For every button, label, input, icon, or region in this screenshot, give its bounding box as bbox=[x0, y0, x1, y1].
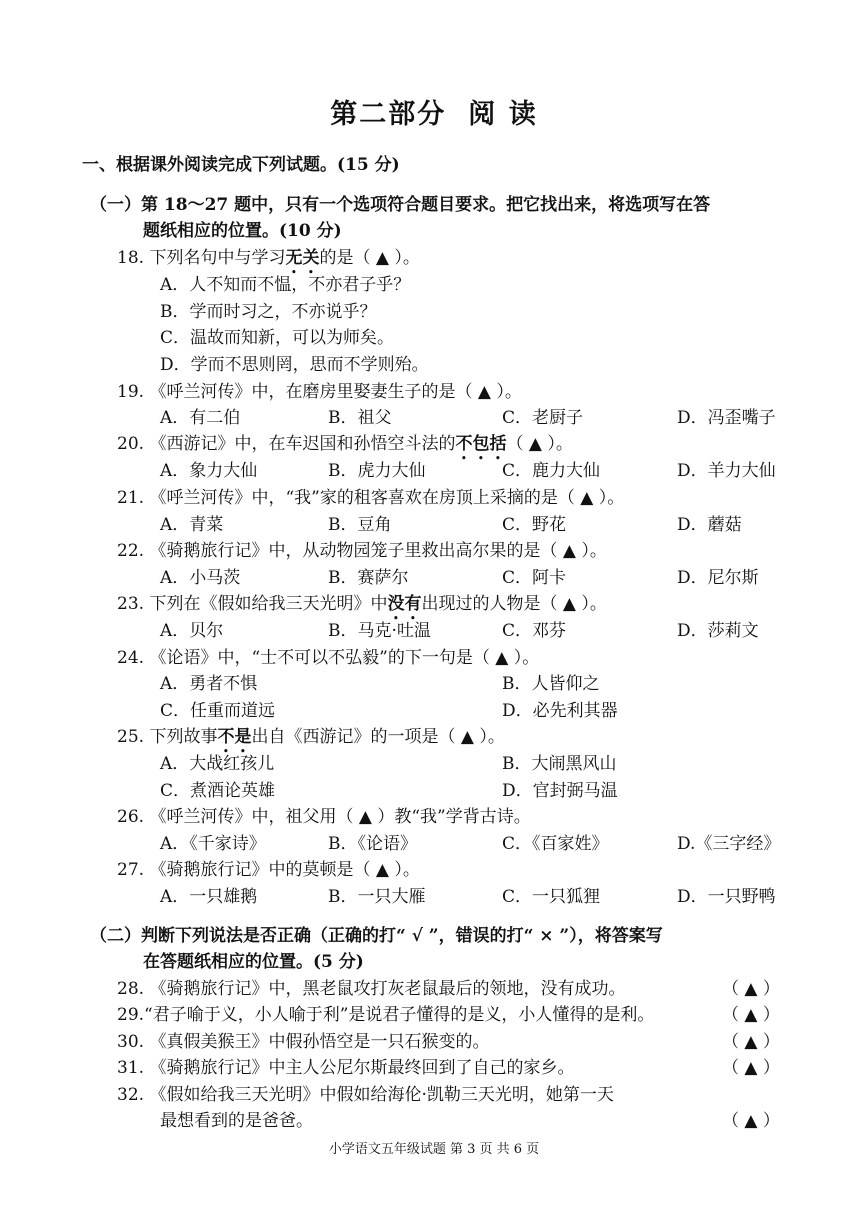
subsection-1-line1: （一）第 18～27 题中，只有一个选项符合题目要求。把它找出来，将选项写在答 bbox=[90, 195, 711, 215]
option: C．鹿力大仙 bbox=[502, 461, 601, 481]
option: B．《论语》 bbox=[328, 834, 417, 854]
answer-mark: （ ▲ ） bbox=[722, 1111, 780, 1131]
option: A．有二伯 bbox=[160, 408, 241, 428]
option: D．羊力大仙 bbox=[677, 461, 776, 481]
tf-item-30: 30. 《真假美猴王》中假孙悟空是一只石猴变的。 bbox=[117, 1032, 490, 1052]
answer-mark: （ ▲ ） bbox=[722, 979, 780, 999]
option: C．野花 bbox=[502, 515, 567, 535]
option: D．蘑菇 bbox=[677, 515, 742, 535]
page-footer: 小学语文五年级试题 第 3 页 共 6 页 bbox=[328, 1142, 540, 1157]
option: B．祖父 bbox=[328, 408, 392, 428]
option: B．人皆仰之 bbox=[502, 674, 600, 694]
emphasis: 不是 bbox=[217, 727, 252, 747]
option: B．一只大雁 bbox=[328, 887, 426, 907]
option: D．莎莉文 bbox=[677, 621, 759, 641]
option: A．象力大仙 bbox=[160, 461, 258, 481]
option: B．赛萨尔 bbox=[328, 568, 409, 588]
tf-item-32-line2: 最想看到的是爸爸。 bbox=[160, 1111, 313, 1131]
tf-item-29: 29.“君子喻于义，小人喻于利”是说君子懂得的是义，小人懂得的是利。 bbox=[117, 1005, 655, 1025]
subsection-1-line2: 题纸相应的位置。(10 分) bbox=[143, 221, 342, 241]
emphasis: 没有 bbox=[387, 594, 422, 614]
option: D．学而不思则罔，思而不学则殆。 bbox=[160, 355, 429, 375]
page-title bbox=[0, 92, 868, 131]
option: D．必先利其器 bbox=[502, 701, 618, 721]
title-word: 阅 读 bbox=[468, 99, 538, 130]
emphasis: 无关 bbox=[285, 248, 320, 268]
question-23: 23. 下列在《假如给我三天光明》中没有出现过的人物是（ ▲ ）。 bbox=[117, 594, 607, 614]
option: A．勇者不惧 bbox=[160, 674, 258, 694]
option: A．人不知而不愠，不亦君子乎？ bbox=[160, 275, 411, 295]
option: D．冯歪嘴子 bbox=[677, 408, 776, 428]
tf-item-31: 31. 《骑鹅旅行记》中主人公尼尔斯最终回到了自己的家乡。 bbox=[117, 1058, 575, 1078]
option: C．《百家姓》 bbox=[502, 834, 609, 854]
question-22: 22. 《骑鹅旅行记》中，从动物园笼子里救出高尔果的是（ ▲ ）。 bbox=[117, 541, 607, 561]
option: D．一只野鸭 bbox=[677, 887, 776, 907]
question-18: 18. 下列名句中与学习无关的是（ ▲ ）。 bbox=[117, 248, 420, 268]
section-heading: 一、根据课外阅读完成下列试题。(15 分) bbox=[82, 155, 400, 175]
subsection-2-line2: 在答题纸相应的位置。(5 分) bbox=[143, 952, 364, 972]
answer-mark: （ ▲ ） bbox=[722, 1005, 780, 1025]
option: A．小马茨 bbox=[160, 568, 241, 588]
option: D．尼尔斯 bbox=[677, 568, 759, 588]
question-27: 27. 《骑鹅旅行记》中的莫顿是（ ▲ ）。 bbox=[117, 860, 420, 880]
option: A．大战红孩儿 bbox=[160, 754, 275, 774]
answer-mark: （ ▲ ） bbox=[722, 1032, 780, 1052]
title-part: 第二部分 bbox=[330, 99, 447, 130]
option: B．马克·吐温 bbox=[328, 621, 431, 641]
question-20: 20. 《西游记》中，在车迟国和孙悟空斗法的不包括（ ▲ ）。 bbox=[117, 434, 573, 454]
option: D.《三字经》 bbox=[677, 834, 781, 854]
option: B．学而时习之，不亦说乎？ bbox=[160, 302, 377, 322]
question-24: 24. 《论语》中，“士不可以不弘毅”的下一句是（ ▲ ）。 bbox=[117, 648, 540, 668]
tf-item-32: 32. 《假如给我三天光明》中假如给海伦·凯勒三天光明，她第一天 bbox=[117, 1085, 614, 1105]
question-26: 26. 《呼兰河传》中，祖父用（ ▲ ）教“我”学背古诗。 bbox=[117, 807, 531, 827]
tf-item-28: 28. 《骑鹅旅行记》中，黑老鼠攻打灰老鼠最后的领地，没有成功。 bbox=[117, 979, 626, 999]
option: C．老厨子 bbox=[502, 408, 584, 428]
option: C．温故而知新，可以为师矣。 bbox=[160, 328, 395, 348]
question-21: 21. 《呼兰河传》中，“我”家的租客喜欢在房顶上采摘的是（ ▲ ）。 bbox=[117, 488, 625, 508]
option: A．《千家诗》 bbox=[160, 834, 266, 854]
option: C．任重而道远 bbox=[160, 701, 276, 721]
answer-mark: （ ▲ ） bbox=[722, 1058, 780, 1078]
option: B．豆角 bbox=[328, 515, 392, 535]
option: B．虎力大仙 bbox=[328, 461, 426, 481]
question-25: 25. 下列故事不是出自《西游记》的一项是（ ▲ ）。 bbox=[117, 727, 505, 747]
option: C．阿卡 bbox=[502, 568, 567, 588]
option: A．一只雄鹅 bbox=[160, 887, 258, 907]
option: D．官封弼马温 bbox=[502, 781, 618, 801]
question-19: 19. 《呼兰河传》中，在磨房里娶妻生子的是（ ▲ ）。 bbox=[117, 382, 522, 402]
option: A．贝尔 bbox=[160, 621, 224, 641]
option: B．大闹黑风山 bbox=[502, 754, 617, 774]
subsection-2-line1: （二）判断下列说法是否正确（正确的打“ √ ”，错误的打“ × ”），将答案写 bbox=[90, 926, 663, 946]
option: A．青菜 bbox=[160, 515, 224, 535]
option: C．煮酒论英雄 bbox=[160, 781, 276, 801]
option: C．邓芬 bbox=[502, 621, 567, 641]
option: C．一只狐狸 bbox=[502, 887, 601, 907]
emphasis: 不包括 bbox=[455, 434, 507, 454]
